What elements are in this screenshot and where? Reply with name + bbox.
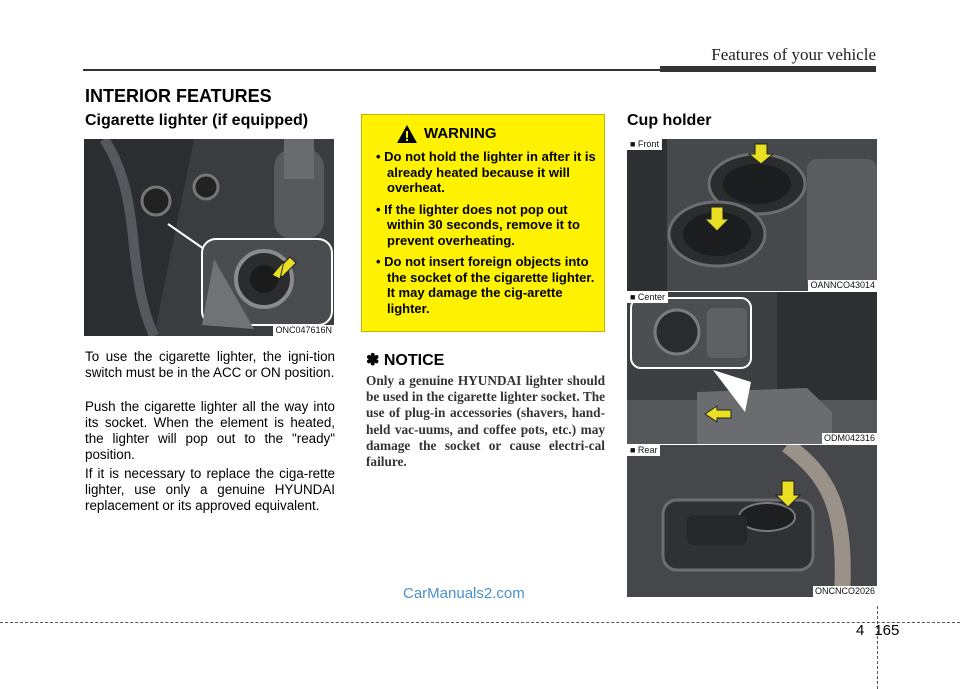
cup-holder-rear-code: ONCNCO2026 (814, 586, 875, 596)
cup-holder-center-photo (627, 292, 877, 444)
lighter-image-code: ONC047616N (275, 325, 332, 335)
cup-holder-front-tag: ■ Front (627, 139, 662, 150)
chapter-number: 4 (856, 622, 865, 639)
warning-item-text: Do not insert foreign objects into the socket of the cigarette lighter. It may damage the cig-arette lighter. (384, 254, 595, 316)
cup-holder-front-code: OANNCO43014 (810, 280, 875, 290)
cup-holder-front-photo (627, 139, 877, 291)
warning-item-text: Do not hold the lighter in after it is already heated because it will overheat. (384, 149, 596, 195)
page-number-value: 165 (874, 622, 900, 639)
cup-holder-center-illustration (627, 292, 877, 444)
watermark: CarManuals2.com (403, 585, 525, 602)
warning-box (361, 114, 605, 332)
cup-holder-rear-tag: ■ Rear (627, 445, 660, 456)
warning-item-text: If the lighter does not pop out within 30 seconds, remove it to prevent overheating. (384, 201, 580, 248)
footer-vertical-rule (877, 606, 878, 689)
warning-triangle-icon (396, 124, 418, 144)
header-rule-accent (660, 66, 876, 72)
footer-dashed-rule (0, 622, 960, 623)
lighter-illustration (84, 139, 334, 336)
cup-holder-front-illustration (627, 139, 877, 291)
cup-holder-center-code: ODM042316 (823, 433, 875, 443)
cup-holder-rear-illustration (627, 445, 877, 597)
page-number (856, 622, 899, 639)
lighter-paragraph-3: If it is necessary to replace the ciga-rette lighter, use only a genuine HYUNDAI replacement or its approved equivalent. (85, 466, 335, 513)
notice-body: Only a genuine HYUNDAI lighter should be used in the cigarette lighter socket. The use of plug-in accessories (shavers, hand-held vac-uums, and coffee pots, etc.) may damage the socket or cause electri-cal failure. (366, 373, 605, 470)
lighter-photo (84, 139, 334, 336)
cup-holder-heading: Cup holder (627, 112, 712, 129)
lighter-heading: Cigarette lighter (if equipped) (85, 112, 309, 129)
warning-title: WARNING (424, 125, 497, 142)
section-title: INTERIOR FEATURES (85, 86, 272, 106)
warning-item: • If the lighter does not pop out within 30 seconds, remove it to prevent overheating. (376, 201, 580, 248)
lighter-paragraph-1: To use the cigarette lighter, the igni-tion switch must be in the ACC or ON position. (85, 349, 335, 380)
warning-item: • Do not hold the lighter in after it is already heated because it will overheat. (376, 149, 596, 195)
lighter-paragraph-2: Push the cigarette lighter all the way into its socket. When the element is heated, the lighter will pop out to the "ready" position. (85, 399, 335, 462)
running-header: Features of your vehicle (711, 45, 876, 64)
cup-holder-rear-photo (627, 445, 877, 597)
cup-holder-center-tag: ■ Center (627, 292, 668, 303)
notice-title: ✽ NOTICE (366, 352, 445, 369)
warning-item: • Do not insert foreign objects into the socket of the cigarette lighter. It may damage the cig-arette lighter. (376, 254, 595, 316)
warning-list (373, 149, 599, 322)
